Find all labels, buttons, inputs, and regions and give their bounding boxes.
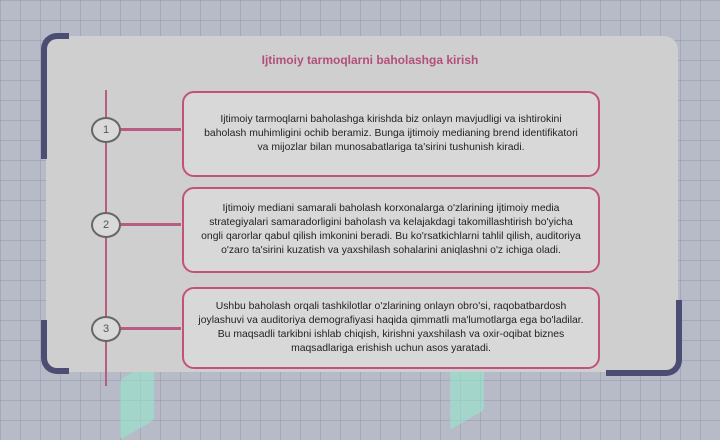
slide-title: Ijtimoiy tarmoqlarni baholashga kirish <box>261 53 479 67</box>
step-text-2: Ijtimoiy mediani samarali baholash korxonalarga o'zlarining ijtimoiy media strategiyalari samaradorligini baholash va kelajakdagi takomillashtirish bo'yicha ongli qarorlar qabul qilish imkonini beradi. Bu ko'rsatkichlarni tahlil qilish, auditoriya o'zaro ta'sirini kuzatish va yaxshilash sohalarini aniqlashni o'z ichiga oladi. <box>201 202 581 257</box>
frame-bracket-bottom-right <box>606 300 682 376</box>
timeline-connector <box>119 327 181 330</box>
step-card-1 <box>182 91 600 177</box>
step-number-2: 2 <box>91 212 121 238</box>
step-text-1: Ijtimoiy tarmoqlarni baholashga kirishda biz onlayn mavjudligi va ishtirokini baholash muhimligini ochib beramiz. Bunga ijtimoiy medianing brend identifikatori va mijozlar bilan munosabatlariga ta'sirini tushunish kiradi. <box>204 113 578 154</box>
step-card-3 <box>182 287 600 369</box>
step-number-3: 3 <box>91 316 121 342</box>
timeline-connector <box>119 128 181 131</box>
step-card-2 <box>182 187 600 273</box>
frame-bracket-top-left <box>41 33 69 159</box>
timeline-connector <box>119 223 181 226</box>
step-number-1: 1 <box>91 117 121 143</box>
step-text-3: Ushbu baholash orqali tashkilotlar o'zlarining onlayn obro'si, raqobatbardosh joylashuvi va auditoriya demografiyasi haqida qimmatli ma'lumotlarga ega bo'ladilar. Bu maqsadli tarkibni ishlab chiqish, kirishni yaxshilash va oxir-oqibat biznes maqsadlariga erishish uchun asos yaratadi. <box>198 300 584 355</box>
watermark-mark <box>120 360 154 440</box>
frame-bracket-bottom-left <box>41 320 69 374</box>
